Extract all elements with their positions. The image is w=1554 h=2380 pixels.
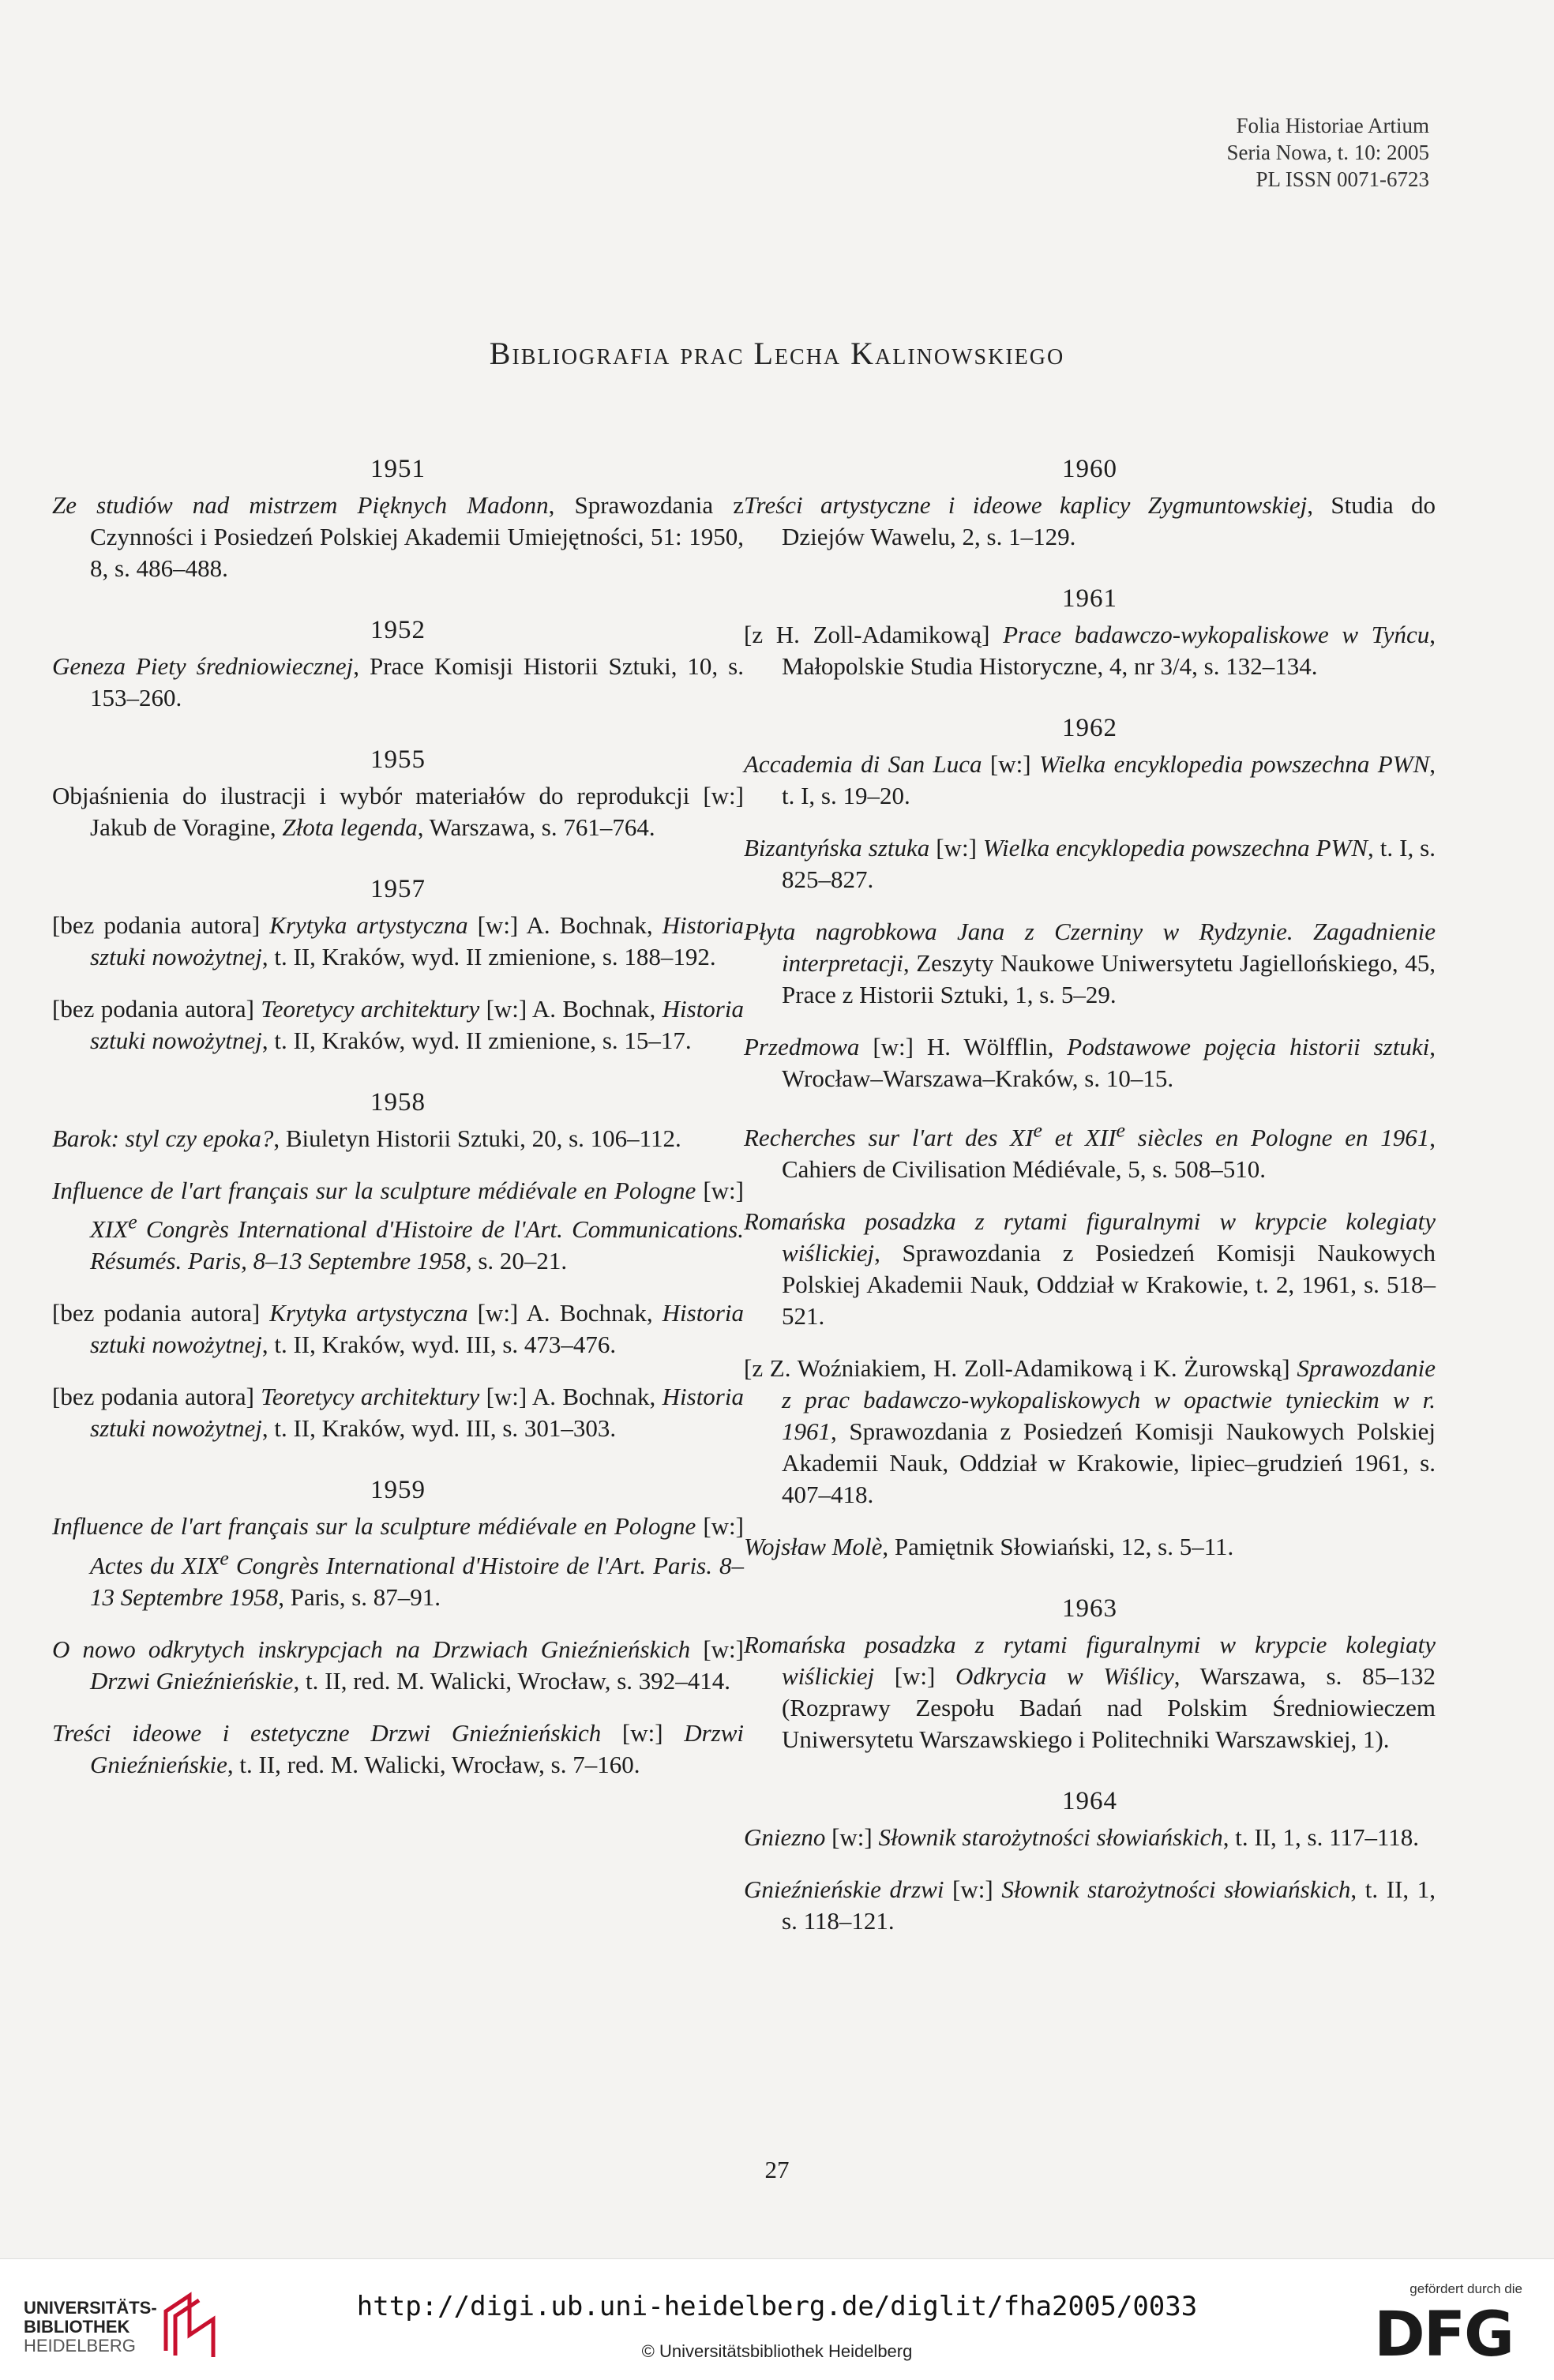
year-heading: 1960 xyxy=(1062,455,1117,483)
dfg-logo-icon xyxy=(1364,2299,1522,2365)
right-column xyxy=(744,453,1436,1967)
year-section xyxy=(52,873,744,1057)
library-name-line2: BIBLIOTHEK xyxy=(24,2317,130,2337)
bibliography-entry: Treści artystyczne i ideowe kaplicy Zygmuntowskiej, Studia do Dziejów Wawelu, 2, s. 1–129. xyxy=(744,491,1436,550)
year-section xyxy=(52,1087,744,1444)
year-heading: 1963 xyxy=(1062,1594,1117,1624)
page-number: 27 xyxy=(764,2156,790,2183)
bibliography-entry: Geneza Piety średniowiecznej, Prace Komisji Historii Sztuki, 10, s. 153–260. xyxy=(52,652,744,711)
year-section xyxy=(744,1785,1436,1937)
library-name-line1: UNIVERSITÄTS- xyxy=(24,2298,157,2318)
year-section xyxy=(52,614,744,714)
page-title: Bibliografia prac Lecha Kalinowskiego xyxy=(489,336,1065,371)
year-section xyxy=(52,1474,744,1780)
year-heading: 1964 xyxy=(1062,1787,1117,1816)
year-section xyxy=(744,453,1436,553)
bibliography-entry: O nowo odkrytych inskrypcjach na Drzwiach Gnieźnieńskich [w:] Drzwi Gnieźnieńskie, t. II, red. M. Walicki, Wrocław, s. 392–414. xyxy=(52,1635,744,1695)
journal-name: Folia Historiae Artium xyxy=(1236,114,1429,137)
journal-masthead xyxy=(1227,112,1429,193)
year-section xyxy=(744,712,1436,1563)
year-section xyxy=(744,583,1436,682)
bibliography-entry: Objaśnienia do ilustracji i wybór materiałów do reprodukcji [w:] Jakub de Voragine, Złota legenda, Warszawa, s. 761–764. xyxy=(52,782,744,841)
bibliography-entry: [bez podania autora] Teoretycy architektury [w:] A. Bochnak, Historia sztuki nowożytnej, t. II, Kraków, wyd. II zmienione, s. 15–17. xyxy=(52,995,744,1054)
year-heading: 1962 xyxy=(1062,714,1117,742)
bibliography-entry: [z Z. Woźniakiem, H. Zoll-Adamikową i K. Żurowską] Sprawozdanie z prac badawczo-wykopaliskowych w opactwie tynieckim w r. 1961, Sprawozdania z Posiedzeń Komisji Naukowych Polskiej Akademii Nauk, Oddział w Krakowie, lipiec–grudzień 1961, s. 407–418. xyxy=(744,1354,1436,1509)
bibliography-entry: [bez podania autora] Krytyka artystyczna [w:] A. Bochnak, Historia sztuki nowożytnej, t. II, Kraków, wyd. II zmienione, s. 188–192. xyxy=(52,911,744,970)
year-heading: 1952 xyxy=(370,616,426,644)
year-section xyxy=(744,1593,1436,1755)
journal-series: Seria Nowa, t. 10: 2005 xyxy=(1226,141,1429,164)
bibliography-entry: Płyta nagrobkowa Jana z Czerniny w Rydzynie. Zagadnienie interpretacji, Zeszyty Naukowe Uniwersytetu Jagiellońskiego, 45, Prace z Historii Sztuki, 1, s. 5–29. xyxy=(744,918,1436,1008)
bibliography-entry: Treści ideowe i estetyczne Drzwi Gnieźnieńskich [w:] Drzwi Gnieźnieńskie, t. II, red. M. Walicki, Wrocław, s. 7–160. xyxy=(52,1718,744,1778)
bibliography-entry: [bez podania autora] Teoretycy architektury [w:] A. Bochnak, Historia sztuki nowożytnej, t. II, Kraków, wyd. III, s. 301–303. xyxy=(52,1383,744,1443)
year-heading: 1958 xyxy=(370,1088,426,1117)
bibliography-entry: Gniezno [w:] Słownik starożytności słowiańskich, t. II, 1, s. 117–118. xyxy=(744,1823,1420,1852)
digitization-footer xyxy=(0,2258,1554,2380)
copyright-notice: © Universitätsbibliothek Heidelberg xyxy=(641,2341,913,2361)
year-heading: 1955 xyxy=(370,745,426,774)
year-heading: 1961 xyxy=(1062,584,1117,613)
bibliography-entry: Przedmowa [w:] H. Wölfflin, Podstawowe pojęcia historii sztuki, Wrocław–Warszawa–Kraków, s. 10–15. xyxy=(744,1033,1436,1092)
bibliography-entry: Influence de l'art français sur la sculpture médiévale en Pologne [w:] Actes du XIXe Congrès International d'Histoire de l'Art. Paris. 8–13 Septembre 1958, Paris, s. 87–91. xyxy=(52,1512,745,1611)
bibliography-entry: Wojsław Molè, Pamiętnik Słowiański, 12, s. 5–11. xyxy=(744,1533,1234,1561)
library-name-line3: HEIDELBERG xyxy=(24,2336,136,2356)
bibliography-entry: [z H. Zoll-Adamikową] Prace badawczo-wykopaliskowe w Tyńcu, Małopolskie Studia Historyczne, 4, nr 3/4, s. 132–134. xyxy=(744,621,1436,680)
bibliography-entry: Gnieźnieńskie drzwi [w:] Słownik starożytności słowiańskich, t. II, 1, s. 118–121. xyxy=(744,1875,1436,1935)
bibliography-entry: Ze studiów nad mistrzem Pięknych Madonn, Sprawozdania z Czynności i Posiedzeń Polskiej Akademii Umiejętności, 51: 1950, 8, s. 486–488. xyxy=(52,491,744,582)
bibliography-entry: Barok: styl czy epoka?, Biuletyn Historii Sztuki, 20, s. 106–112. xyxy=(52,1124,681,1152)
year-heading: 1951 xyxy=(370,455,426,483)
year-heading: 1959 xyxy=(370,1476,426,1505)
left-column xyxy=(52,453,744,1811)
year-heading: 1957 xyxy=(370,875,426,903)
funding-note: gefördert durch die xyxy=(1409,2281,1522,2296)
year-section xyxy=(52,744,744,843)
bibliography-entry: Recherches sur l'art des XIe et XIIe siècles en Pologne en 1961, Cahiers de Civilisation Médiévale, 5, s. 508–510. xyxy=(744,1119,1436,1184)
bibliography-entry: Bizantyńska sztuka [w:] Wielka encyklopedia powszechna PWN, t. I, s. 825–827. xyxy=(744,834,1436,893)
bibliography-entry: [bez podania autora] Krytyka artystyczna [w:] A. Bochnak, Historia sztuki nowożytnej, t. II, Kraków, wyd. III, s. 473–476. xyxy=(52,1299,744,1359)
year-section xyxy=(52,453,744,584)
bibliography-entry: Influence de l'art français sur la sculpture médiévale en Pologne [w:] XIXe Congrès International d'Histoire de l'Art. Communications. Résumés. Paris, 8–13 Septembre 1958, s. 20–21. xyxy=(52,1177,744,1275)
document-url-link[interactable]: http://digi.ub.uni-heidelberg.de/diglit/fha2005/0033 xyxy=(356,2291,1198,2322)
bibliography-entry: Romańska posadzka z rytami figuralnymi w krypcie kolegiaty wiślickiej, Sprawozdania z Posiedzeń Komisji Naukowych Polskiej Akademii Nauk, Oddział w Krakowie, t. 2, 1961, s. 518–521. xyxy=(744,1207,1436,1331)
bibliography-entry: Accademia di San Luca [w:] Wielka encyklopedia powszechna PWN, t. I, s. 19–20. xyxy=(744,750,1436,809)
bibliography-entry: Romańska posadzka z rytami figuralnymi w krypcie kolegiaty wiślickiej [w:] Odkrycia w Wiślicy, Warszawa, s. 85–132 (Rozprawy Zespołu Badań nad Polskim Średniowieczem Uniwersytetu Warszawskiego i Politechniki Warszawskiej, 1). xyxy=(744,1631,1436,1754)
journal-issn: PL ISSN 0071-6723 xyxy=(1256,167,1429,191)
svg-text:DFG: DFG xyxy=(1373,2299,1514,2365)
